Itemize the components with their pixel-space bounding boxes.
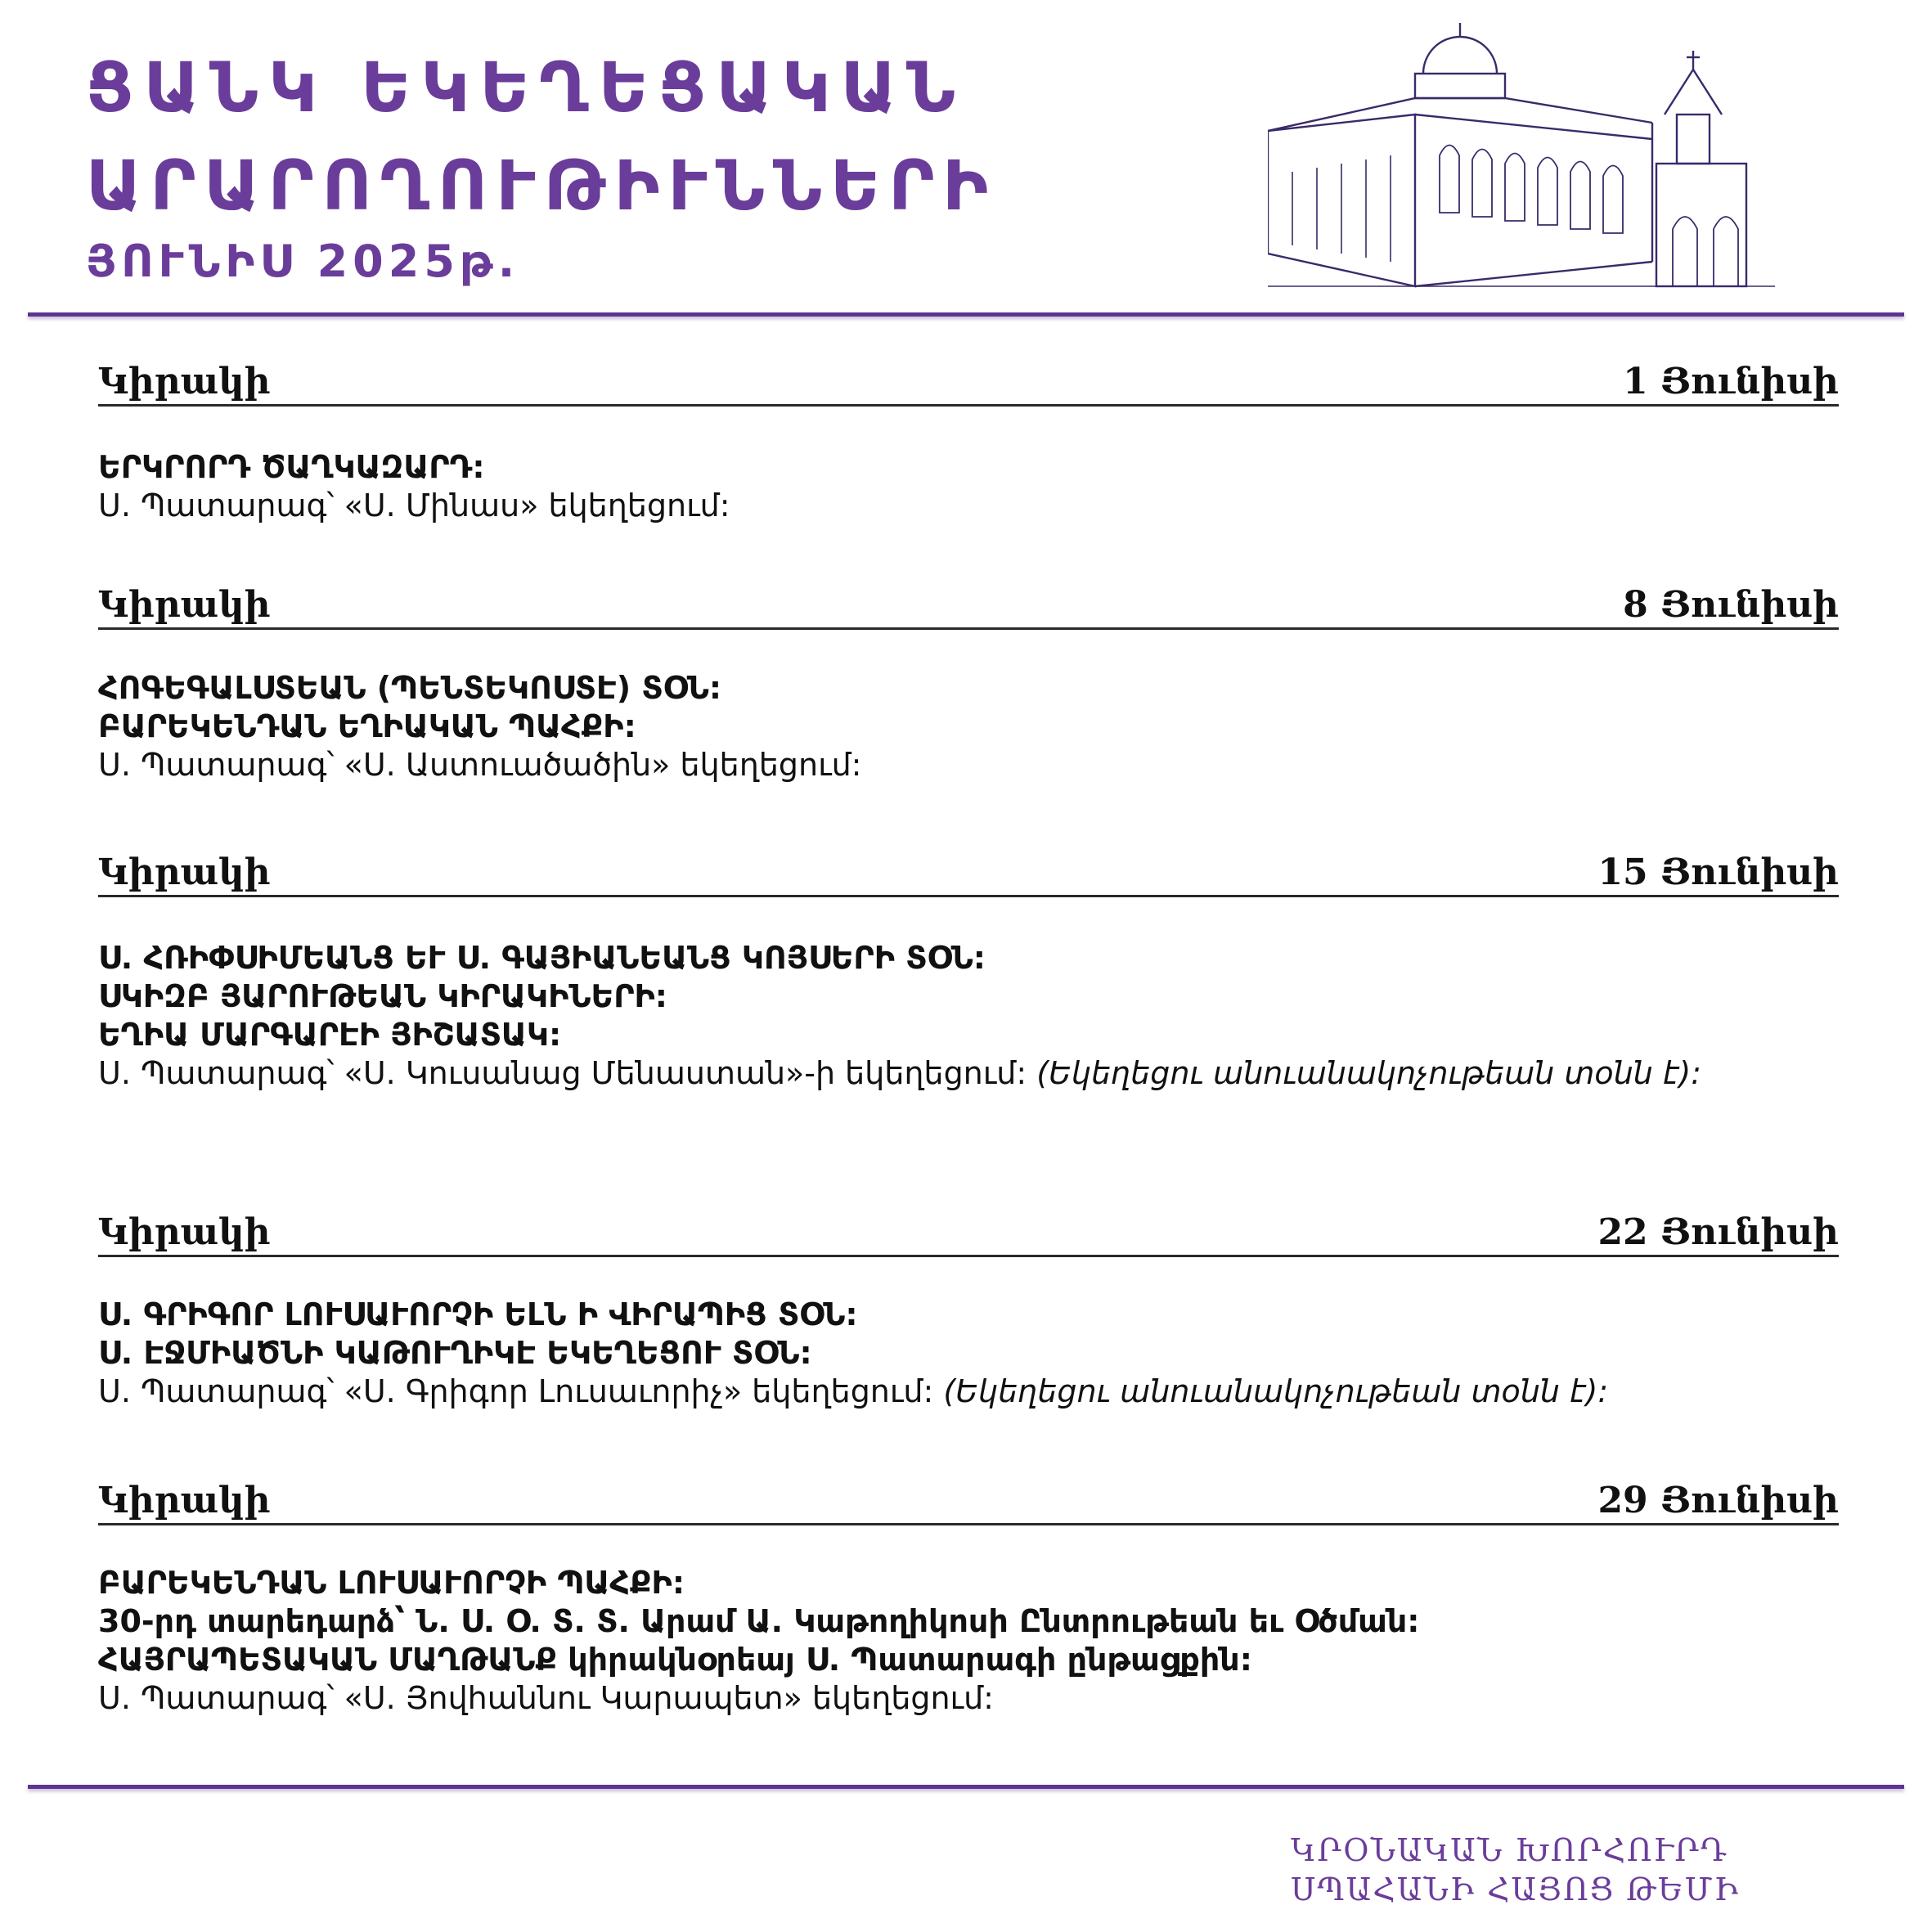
service-line: Ս. Պատարագ՝ «Ս. Աստուածածին» եկեղեցում: [98, 747, 862, 783]
feast-title: ԲԱՐԵԿԵՆԴԱՆ ԵՂԻԱԿԱՆ ՊԱՀՔԻ: [98, 708, 636, 744]
day-name: Կիրակի [98, 584, 271, 626]
feast-title: ԵՂԻԱ ՄԱՐԳԱՐԷԻ ՅԻՇԱՏԱԿ: [98, 1017, 562, 1053]
service-note: (Եկեղեցու անուանակոչութեան տօնն է): [1036, 1055, 1701, 1091]
day-date: 1 Յունիսի [1623, 361, 1839, 402]
service-note: (Եկեղեցու անուանակոչութեան տօնն է): [943, 1373, 1609, 1409]
feast-title: ՀՈԳԵԳԱԼՍՏԵԱՆ (ՊԵՆՏԵԿՈՍՏԷ) ՏՕՆ: [98, 670, 722, 706]
page-title-line-2: ԱՐԱՐՈՂՈՒԹԻՒՆՆԵՐԻ [86, 146, 997, 226]
day-header [98, 1472, 1839, 1525]
day-name: Կիրակի [98, 851, 271, 893]
feast-title: Ս. ԷՋՄԻԱԾՆԻ ԿԱԹՈՒՂԻԿԷ ԵԿԵՂԵՑՈՒ ՏՕՆ: [98, 1335, 812, 1371]
page-title-line-1: ՑԱՆԿ ԵԿԵՂԵՑԱԿԱՆ [86, 47, 966, 128]
feast-title: Ս. ԳՐԻԳՈՐ ԼՈՒՍԱՒՈՐՉԻ ԵԼՆ Ի ՎԻՐԱՊԻՑ ՏՕՆ: [98, 1296, 858, 1332]
service-line [98, 1373, 1849, 1411]
footer-line-1: ԿՐՕՆԱԿԱՆ ԽՈՐՀՈՒՐԴ [1291, 1832, 1729, 1868]
feast-title: 30-րդ տարեդարձ՝ Ն. Ս. Օ. Տ. Տ. Արամ Ա. Կաթողիկոսի Ընտրութեան եւ Օծման: [98, 1603, 1420, 1639]
feast-title: ԲԱՐԵԿԵՆԴԱՆ ԼՈՒՍԱՒՈՐՉԻ ՊԱՀՔԻ: [98, 1565, 685, 1601]
service-text: Ս. Պատարագ՝ «Ս. Գրիգոր Լուսաւորիչ» եկեղեցում: [98, 1373, 934, 1409]
day-date: 22 Յունիսի [1597, 1211, 1839, 1253]
feast-title: Ս. ՀՌԻՓՍԻՄԵԱՆՑ ԵՒ Ս. ԳԱՅԻԱՆԵԱՆՑ ԿՈՅՍԵՐԻ ՏՕՆ: [98, 940, 986, 976]
service-line [98, 1054, 1849, 1093]
day-date: 29 Յունիսի [1597, 1480, 1839, 1521]
page-subtitle: ՅՈՒՆԻՍ 2025թ. [86, 236, 520, 287]
day-date: 15 Յունիսի [1597, 851, 1839, 893]
day-entry [98, 448, 1849, 525]
footer-signature [1291, 1831, 1740, 1909]
day-header [98, 577, 1839, 630]
feast-title: ՍԿԻԶԲ ՅԱՐՈՒԹԵԱՆ ԿԻՐԱԿԻՆԵՐԻ: [98, 978, 668, 1014]
service-line: Ս. Պատարագ՝ «Ս. Մինաս» եկեղեցում: [98, 487, 730, 523]
feast-title: ԵՐԿՐՈՐԴ ԾԱՂԿԱԶԱՐԴ: [98, 449, 485, 485]
day-entry [98, 669, 1849, 784]
day-name: Կիրակի [98, 1480, 271, 1521]
day-entry [98, 1296, 1849, 1411]
day-date: 8 Յունիսի [1623, 584, 1839, 626]
service-text: Ս. Պատարագ՝ «Ս. Կուսանաց Մենաստան»-ի եկեղեցում: [98, 1055, 1027, 1091]
day-entry [98, 1564, 1849, 1718]
day-header [98, 1204, 1839, 1257]
header-divider [28, 312, 1904, 317]
service-line: Ս. Պատարագ՝ «Ս. Յովհաննու Կարապետ» եկեղեցում: [98, 1680, 994, 1716]
day-header [98, 353, 1839, 407]
day-entry [98, 939, 1849, 1093]
day-name: Կիրակի [98, 361, 271, 402]
day-name: Կիրակի [98, 1211, 271, 1253]
footer-divider [28, 1785, 1904, 1789]
church-illustration [1268, 16, 1791, 303]
footer-line-2: ՍՊԱՀԱՆԻ ՀԱՅՈՑ ԹԵՄԻ [1291, 1871, 1740, 1907]
day-header [98, 844, 1839, 897]
feast-title: ՀԱՅՐԱՊԵՏԱԿԱՆ ՄԱՂԹԱՆՔ կիրակնօրեայ Ս. Պատարագի ընթացքին: [98, 1642, 1252, 1678]
